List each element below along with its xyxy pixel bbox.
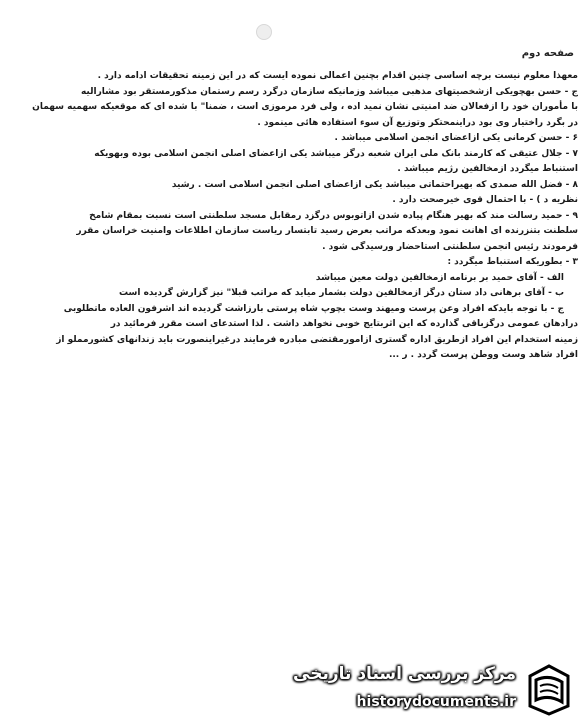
- document-line: درادهان عمومی درگزباقی گذارده که این اثربتایج خوبی نخواهد داشت . لذا استدعای است مقرر فرمائید در: [110, 319, 578, 329]
- document-line: ج - حسن بهچویکی ازشخصیتهای مذهبی میباشد وزمانیکه سازمان درگرد رسم رستمان مذکورمستقر بود مشارالیه: [80, 86, 578, 97]
- document-text: [12, 69, 578, 364]
- document-line: الف - آقای حمید بر برنامه ازمخالفین دولت معین میباشد: [315, 272, 564, 283]
- document-line: فرمودند رئیس انجمن سلطنتی استاحضار ورسیدگی شود .: [322, 241, 578, 252]
- watermark-footer: [293, 658, 574, 720]
- document-line: ۷ - جلال عتیقی که کارمند بانک ملی ایران شعبه درگز میباشد یکی ازاعضای اصلی انجمن اسلامی بوده وبهویکه: [94, 148, 578, 159]
- document-line: زمینه استخدام این افراد ازطریق اداره گستری ازامورمقتضی مبادره فرمایند درغیراینصورت باید زندانهای کشورمملو از: [56, 334, 578, 345]
- document-line: نظریه د ) - با احتمال قوی خیرصحت دارد .: [392, 195, 578, 205]
- punch-hole-mark: [256, 24, 272, 40]
- archive-title: مرکز بررسی اسناد تاریخی: [293, 664, 516, 684]
- document-line: ۸ - فضل الله صمدی که بهیراحتماتی میباشد یکی ازاعضای اصلی انجمن اسلامی است . رشید: [171, 179, 578, 190]
- document-line: استنباط میگردد ازمخالفین رژیم میباشد .: [397, 164, 578, 174]
- document-line: سلطنت بتنزرنده ای اهانت نمود وبعدکه مراتب بعرض رسید تابتسار ریاست سازمان اطلاعات وامنیت خراسان مقرر: [76, 226, 578, 236]
- document-line: ۹ - حمید رسالت مند که بهیر هنگام پیاده شدن ازاتوبوس درگزد رمقابل مسجد سلطنتی است نسبت بمقام شامخ: [89, 210, 578, 221]
- document-line: ب - آقای برهانی داد ستان درگز ازمخالفین دولت بشمار میاید که مراتب قبلا" نیز گزارش گردیده است: [119, 288, 564, 298]
- archive-book-logo-icon: [524, 662, 574, 716]
- document-line: ۶ - حسن کرمانی یکی ازاعضای انجمن اسلامی میباشد .: [334, 133, 578, 143]
- document-line: ۳ - بطوریکه استنباط میگردد :: [447, 257, 578, 267]
- document-line: با مأموران خود را ازفعالان ضد امنیتی نشان نمید اده ، ولی فرد مرموزی است ، ضمنا" با شده ای که موقعیکه سهمیه سهمان: [32, 102, 578, 112]
- document-line: در بگرد راختیار وی بود دراینمحتکر وتوزیع آن سوء استفاده هائی مینمود .: [257, 117, 578, 128]
- document-body: [12, 48, 578, 364]
- document-line: ج - با توجه بایدکه افراد وعن پرست ومیهند وست بچوپ شاه پرستی بارزاشت گردیده اند اشرفون العاده ماتطلوبی: [63, 303, 564, 314]
- document-line: افراد شاهد وست ووطن پرست گردد . ر ...: [388, 350, 578, 360]
- archive-url: historydocuments.ir: [356, 694, 516, 710]
- page-label: صفحه دوم: [521, 48, 574, 59]
- document-line: معهذا معلوم نیست برچه اساسی چنین اقدام بچنین اعمالی نموده ایست که در این زمینه تحقیقات ادامه دارد .: [97, 71, 578, 81]
